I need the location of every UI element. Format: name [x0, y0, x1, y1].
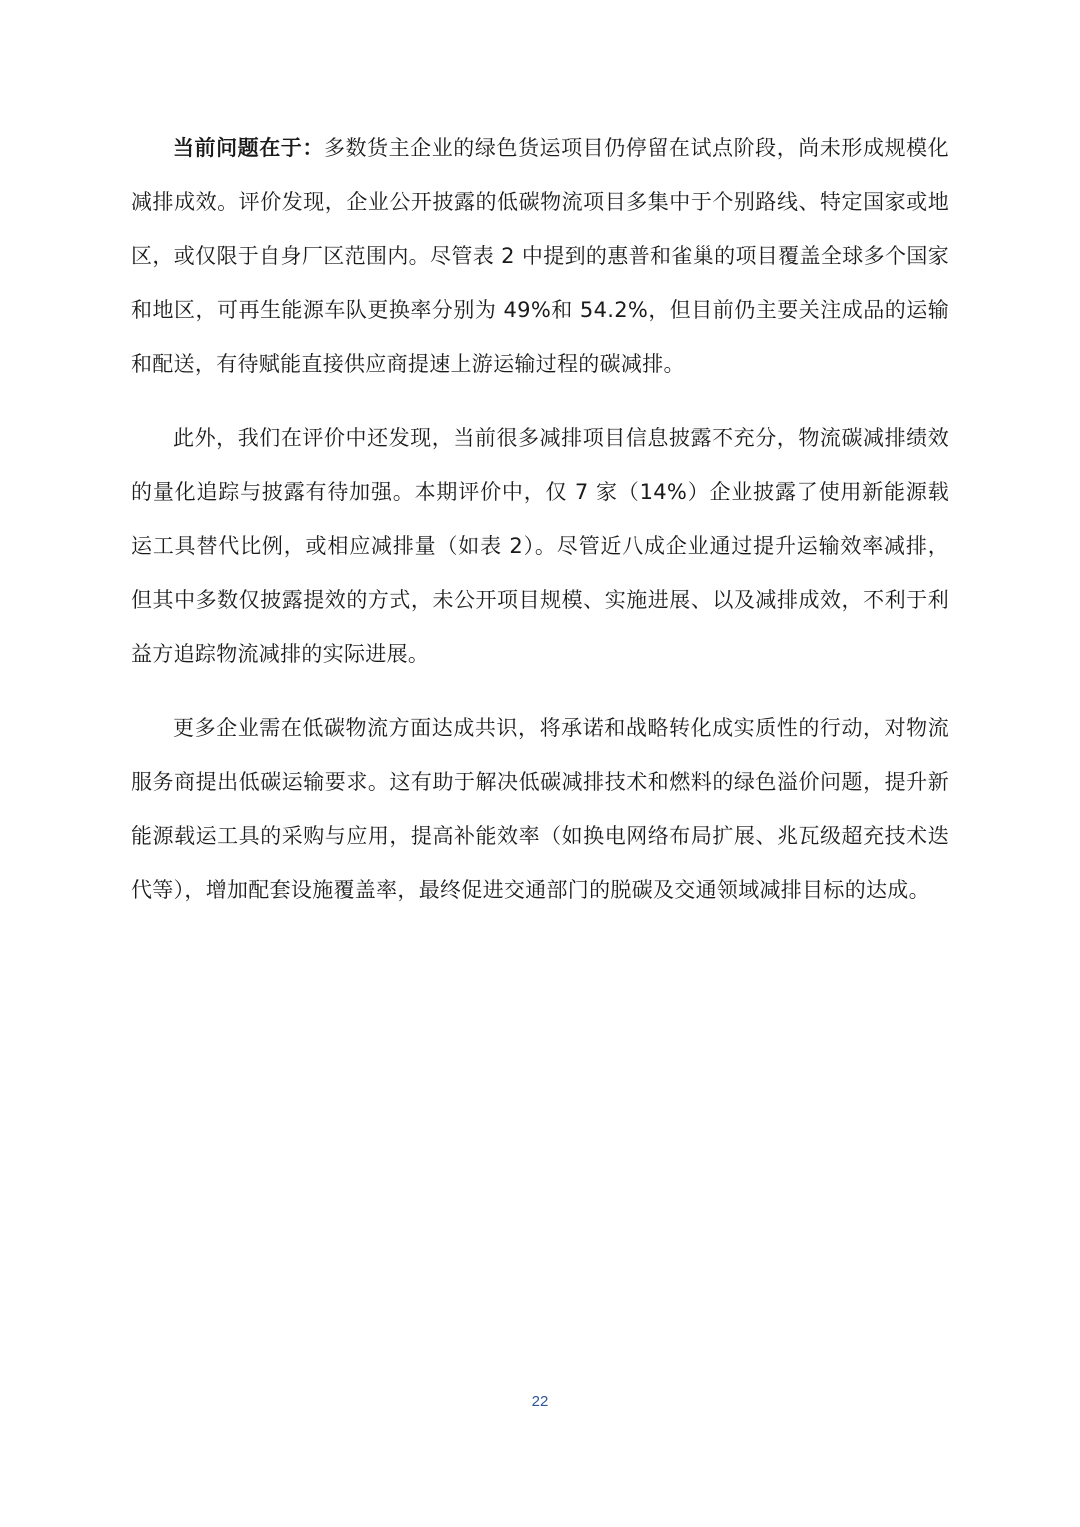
paragraph-recommendation [131, 701, 949, 917]
paragraph-text: 更多企业需在低碳物流方面达成共识，将承诺和战略转化成实质性的行动，对物流服务商提出低碳运输要求。这有助于解决低碳减排技术和燃料的绿色溢价问题，提升新能源载运工具的采购与应用，提高补能效率（如换电网络布局扩展、兆瓦级超充技术迭代等），增加配套设施覆盖率，最终促进交通部门的脱碳及交通领域减排目标的达成。 [131, 716, 949, 902]
paragraph-text: 此外，我们在评价中还发现，当前很多减排项目信息披露不充分，物流碳减排绩效的量化追踪与披露有待加强。本期评价中，仅 7 家（14%）企业披露了使用新能源载运工具替代比例，或相应减排量（如表 2）。尽管近八成企业通过提升运输效率减排，但其中多数仅披露提效的方式，未公开项目规模、实施进展、以及减排成效，不利于利益方追踪物流减排的实际进展。 [131, 426, 949, 666]
paragraph-current-problem [131, 121, 949, 391]
paragraph-lead: 当前问题在于： [173, 136, 324, 160]
paragraph-text: 多数货主企业的绿色货运项目仍停留在试点阶段，尚未形成规模化减排成效。评价发现，企业公开披露的低碳物流项目多集中于个别路线、特定国家或地区，或仅限于自身厂区范围内。尽管表 2 中提到的惠普和雀巢的项目覆盖全球多个国家和地区，可再生能源车队更换率分别为 49%和 54.2%，但目前仍主要关注成品的运输和配送，有待赋能直接供应商提速上游运输过程的碳减排。 [131, 136, 949, 376]
page-number: 22 [531, 1393, 549, 1410]
paragraph-disclosure [131, 411, 949, 681]
body-text [131, 121, 949, 937]
